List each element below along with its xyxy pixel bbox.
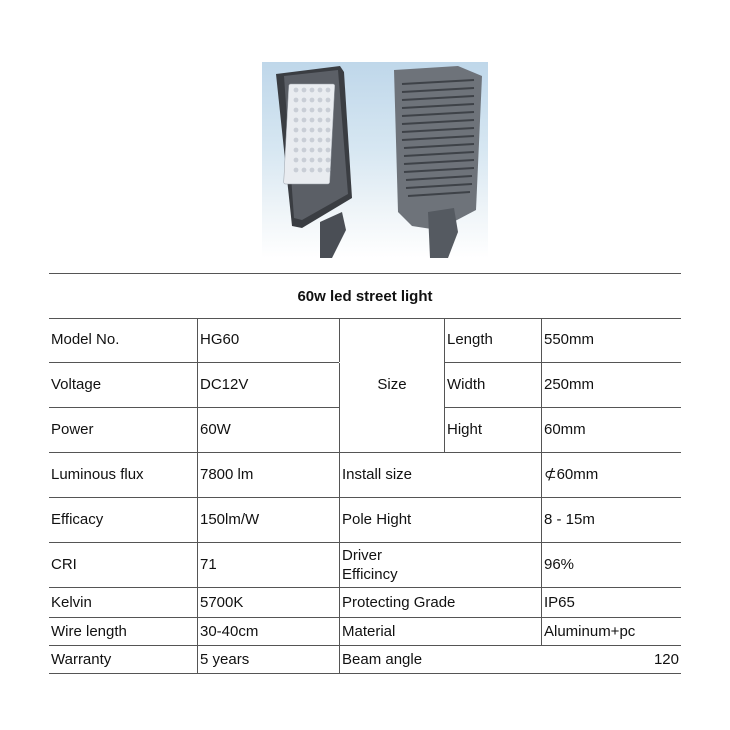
label-model-no: Model No.: [51, 331, 120, 349]
label-luminous-flux: Luminous flux: [51, 466, 144, 484]
label-driver-efficincy: Driver Efficincy: [342, 546, 398, 583]
value-warranty: 5 years: [200, 650, 250, 668]
label-size: Size: [377, 376, 407, 394]
value-kelvin: 5700K: [200, 593, 244, 611]
label-efficacy: Efficacy: [51, 511, 104, 529]
product-photo: [262, 62, 488, 258]
label-kelvin: Kelvin: [51, 593, 92, 611]
label-pole-hight: Pole Hight: [342, 511, 412, 529]
value-model-no: HG60: [200, 331, 240, 349]
label-cri: CRI: [51, 556, 77, 574]
label-install-size: Install size: [342, 466, 413, 484]
label-hight: Hight: [447, 421, 483, 439]
table-title: 60w led street light: [49, 273, 681, 319]
value-beam-angle: 120: [653, 650, 679, 668]
value-length: 550mm: [544, 331, 595, 349]
label-material: Material: [342, 622, 396, 640]
street-light-back-image: [394, 66, 482, 258]
value-protecting-grade: IP65: [544, 593, 575, 611]
value-power: 60W: [200, 421, 231, 439]
street-light-front-image: [276, 66, 352, 258]
label-protecting-grade: Protecting Grade: [342, 593, 456, 611]
value-wire-length: 30-40cm: [200, 622, 259, 640]
label-warranty: Warranty: [51, 650, 112, 668]
label-wire-length: Wire length: [51, 622, 127, 640]
value-luminous-flux: 7800 lm: [200, 466, 254, 484]
label-power: Power: [51, 421, 94, 439]
label-voltage: Voltage: [51, 376, 102, 394]
value-efficacy: 150lm/W: [200, 511, 260, 529]
value-material: Aluminum+pc: [544, 622, 636, 640]
label-beam-angle: Beam angle: [342, 650, 423, 668]
value-driver-efficincy: 96%: [544, 556, 575, 574]
value-cri: 71: [200, 556, 217, 574]
value-hight: 60mm: [544, 421, 586, 439]
value-voltage: DC12V: [200, 376, 249, 394]
value-width: 250mm: [544, 376, 595, 394]
value-pole-hight: 8 - 15m: [544, 511, 595, 529]
value-install-size: ⊄60mm: [544, 466, 599, 484]
label-width: Width: [447, 376, 486, 394]
label-length: Length: [447, 331, 493, 349]
